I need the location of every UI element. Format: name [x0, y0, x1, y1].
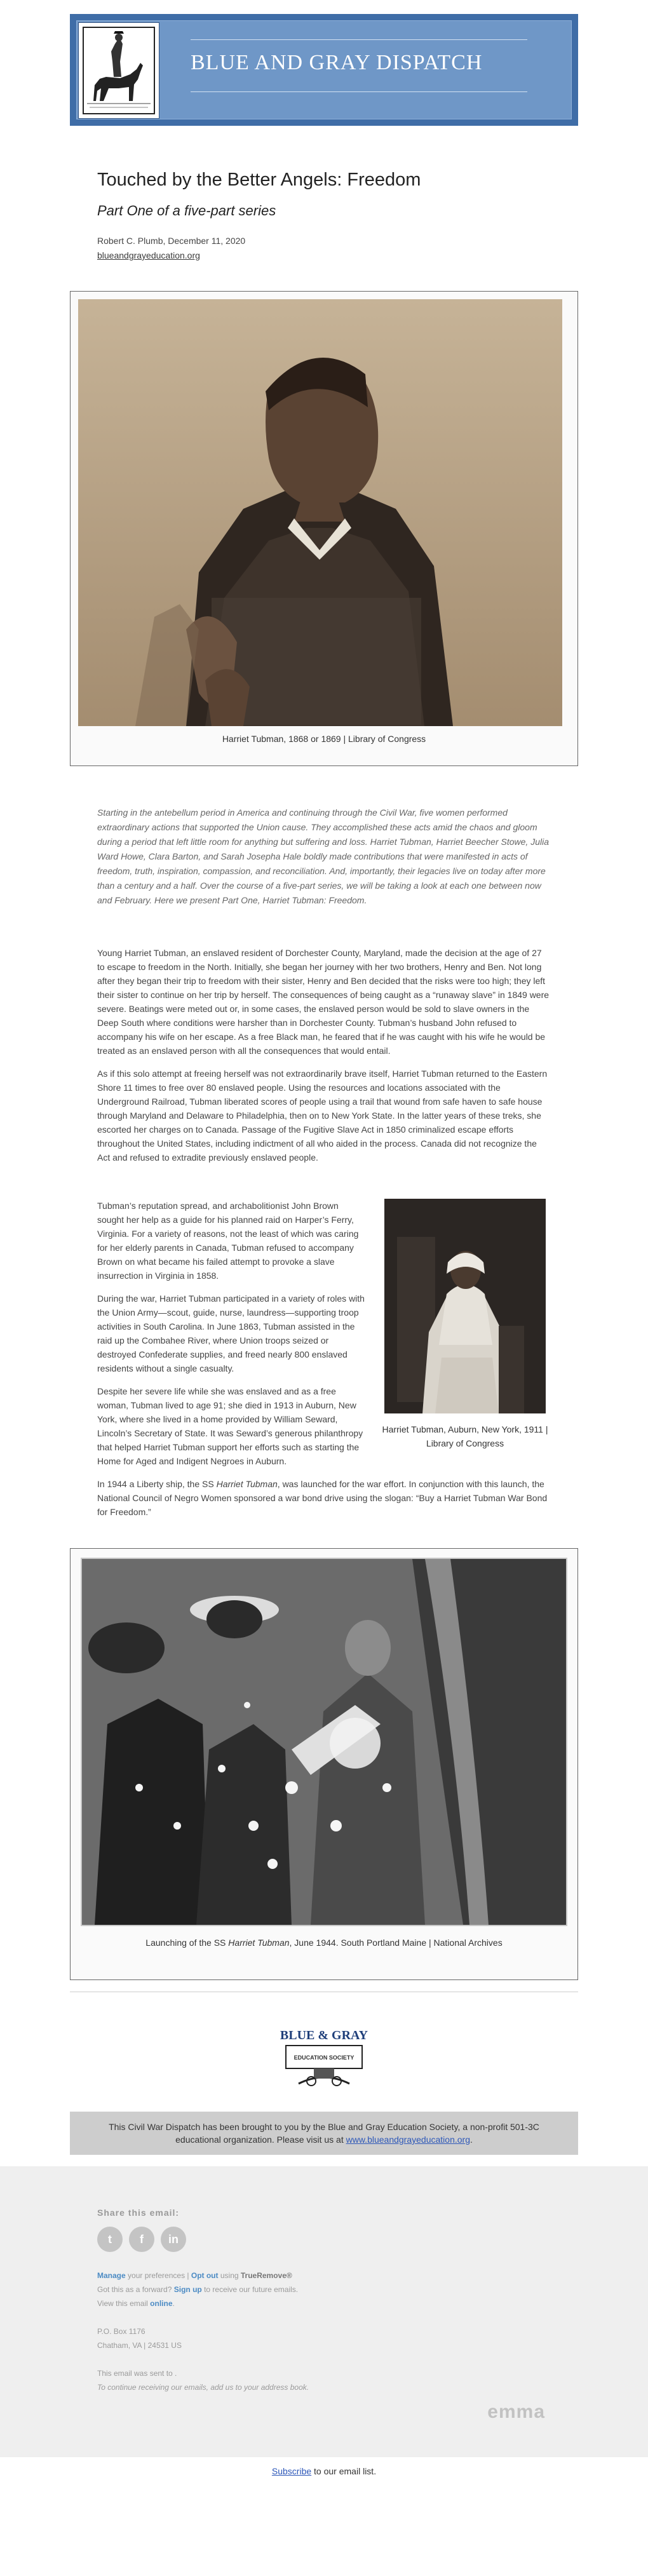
figure-launch-caption [71, 1938, 577, 1948]
view-online-link[interactable]: online [150, 2299, 173, 2308]
body-paragraph: During the war, Harriet Tubman participated in a variety of roles with the Union Army—scout, guide, nurse, laundress—supporting troop activities in South Carolina. In June 1863, Tubman assisted in the raid up the Combahee River, where Union troops seized or destroyed Confederate supplies, and freed nearly 800 enslaved residents without a single casualty. [97, 1293, 365, 1373]
article-body [70, 946, 578, 1519]
address-line: P.O. Box 1176 [97, 2327, 145, 2336]
site-link[interactable]: blueandgrayeducation.org [97, 250, 200, 260]
society-logo[interactable] [280, 2020, 368, 2089]
body-paragraph: Despite her severe life while she was enslaved and as a free woman, Tubman lived to age 91; she died in 1913 in Auburn, New York, where she lived in a home provided by William Seward, Lincoln’s Secretary of State. It was Seward’s generous philanthropy that helped Harriet Tubman support her efforts such as starting the Home for Aged and Indigent Negroes in Auburn. [97, 1386, 363, 1466]
forward-line [97, 2283, 551, 2296]
figure-elderly-caption: Harriet Tubman, Auburn, New York, 1911 | Library of Congress [382, 1424, 548, 1448]
emma-logo[interactable]: emma [487, 2401, 545, 2422]
logo-text-sub: EDUCATION SOCIETY [294, 2054, 354, 2061]
society-website-link[interactable]: www.blueandgrayeducation.org [346, 2134, 470, 2145]
manage-link[interactable]: Manage [97, 2271, 126, 2280]
linkedin-icon[interactable]: in [161, 2227, 186, 2252]
logo-text-top: BLUE & GRAY [280, 2028, 368, 2042]
text-span: using [218, 2271, 241, 2280]
society-notice [70, 2112, 578, 2155]
twitter-icon[interactable]: t [97, 2227, 123, 2252]
text-span: your preferences | [125, 2271, 191, 2280]
share-label: Share this email: [97, 2208, 180, 2218]
text-span: . [172, 2299, 175, 2308]
manage-line [97, 2269, 551, 2283]
byline: Robert C. Plumb, December 11, 2020 [97, 236, 246, 246]
text-span: to our email list. [311, 2466, 377, 2476]
email-footer [0, 2166, 648, 2457]
facebook-icon[interactable]: f [129, 2227, 154, 2252]
subhead: Part One of a five-part series [97, 203, 276, 219]
figure-elderly-portrait [379, 1199, 551, 1450]
optout-link[interactable]: Opt out [191, 2271, 219, 2280]
sent-notice [97, 2366, 551, 2394]
subscribe-link[interactable]: Subscribe [271, 2466, 312, 2476]
footer-links [97, 2269, 551, 2310]
intro-paragraph: Starting in the antebellum period in America and continuing through the Civil War, five women performed extraordinary actions that supported the Union cause. They accomplished these acts amid the chaos and gloom during a period that left little room for anything but suffering and loss. Harriet Tubman, Harriet Beecher Stowe, Julia Ward Howe, Clara Barton, and Sarah Josepha Hale boldly made contributions that were manifested in acts of freedom, truth, inspiration, compassion, and reconciliation. And, importantly, their legacies live on today after more than a century and a half. Over the course of a five-part series, we will be taking a look at each one between now and February. Here we present Part One, Harriet Tubman: Freedom. [97, 807, 549, 905]
horseman-icon [79, 23, 159, 118]
text-span: to receive our future emails. [201, 2285, 299, 2294]
masthead-rule-top [191, 39, 527, 40]
body-paragraph: As if this solo attempt at freeing herself was not extraordinarily brave itself, Harriet Tubman returned to the Eastern Shore 11 times to free over 80 enslaved people. Using the resources and locations associated with the Underground Railroad, Tubman liberated scores of people using a trail that wound from safe haven to safe house through Maryland and Delaware to Philadelphia, then on to New York State. In the latter years of these treks, she escorted her charges on to Canada. Passage of the Fugitive Slave Act in 1850 criminalized escape efforts throughout the United States, including indictment of all who aided in the process. Canada did not recognize the Act and refused to extradite previously enslaved people. [97, 1069, 548, 1163]
body-paragraph: Young Harriet Tubman, an enslaved resident of Dorchester County, Maryland, made the decision at the age of 27 to escape to freedom in the North. Initially, she began her journey with her two brothers, Henry and Ben. Not long after they began their trip to freedom with their sister, Henry and Ben decided that the risks were too high; they left their sister to continue on her trip by herself. The consequences of being caught as a “runaway slave” in 1849 were severe. Beatings were meted out or, in some cases, the enslaved person would be sold to slave owners in the Deep South where conditions were harsher than in Dorchester County. Tubman’s husband John refused to accompany his wife on her escape. As a free Black man, he feared that if he was caught with his wife he would be treated as an enslaved person with all the consequences that would entail. [97, 948, 550, 1056]
subscribe-bar [0, 2457, 648, 2485]
body-paragraph-liberty-ship [97, 1477, 551, 1519]
text-span: , was launched for the war effort. In conjunction with this launch, the National Council of Negro Women sponsored a war bond drive using the slogan: “Buy a Harriet Tubman War Bond for Freedom.” [97, 1479, 548, 1517]
address-book-line: To continue receiving our emails, add us to your address book. [97, 2383, 309, 2392]
social-share-buttons [97, 2227, 551, 2252]
figure-launch-frame [70, 1548, 578, 1980]
ship-launch-photo [81, 1558, 567, 1926]
masthead [70, 14, 578, 126]
headline: Touched by the Better Angels: Freedom [97, 170, 421, 190]
postal-address [97, 2324, 551, 2352]
sent-line: This email was sent to . [97, 2369, 177, 2378]
notice-end: . [469, 2134, 473, 2145]
signup-link[interactable]: Sign up [173, 2285, 202, 2294]
address-line: Chatham, VA | 24531 US [97, 2341, 182, 2350]
text-span: Got this as a forward? [97, 2285, 174, 2294]
text-span: Launching of the SS [145, 1938, 229, 1948]
body-paragraph: Tubman’s reputation spread, and archabolitionist John Brown sought her help as a guide for his planned raid on Harper’s Ferry, Virginia. For a variety of reasons, not the least of which was caring for her elderly parents in Canada, Tubman refused to accompany Brown on what became his failed attempt to provoke a slave insurrection in Virginia in 1858. [97, 1201, 359, 1281]
ship-name: Harriet Tubman [228, 1938, 290, 1948]
tubman-elderly-photo [384, 1199, 546, 1413]
article-header [70, 126, 578, 262]
text-span: View this email [97, 2299, 151, 2308]
notice-text: This Civil War Dispatch has been brought to you by the Blue and Gray Education Society, a non-profit 501-3C educational organization. Please visit us at [109, 2122, 539, 2145]
float-section [97, 1199, 551, 1519]
view-online-line [97, 2296, 551, 2310]
trueremove-label: TrueRemove® [240, 2271, 292, 2280]
tubman-portrait-photo [78, 299, 562, 726]
masthead-rule-bottom [191, 91, 527, 92]
masthead-title: BLUE AND GRAY DISPATCH [191, 51, 483, 74]
text-span: , June 1944. South Portland Maine | National Archives [289, 1938, 503, 1948]
text-span: In 1944 a Liberty ship, the SS [97, 1479, 217, 1489]
ship-name: Harriet Tubman [216, 1479, 278, 1489]
figure-portrait-caption: Harriet Tubman, 1868 or 1869 | Library of Congress [222, 734, 426, 744]
figure-portrait-frame [70, 291, 578, 766]
